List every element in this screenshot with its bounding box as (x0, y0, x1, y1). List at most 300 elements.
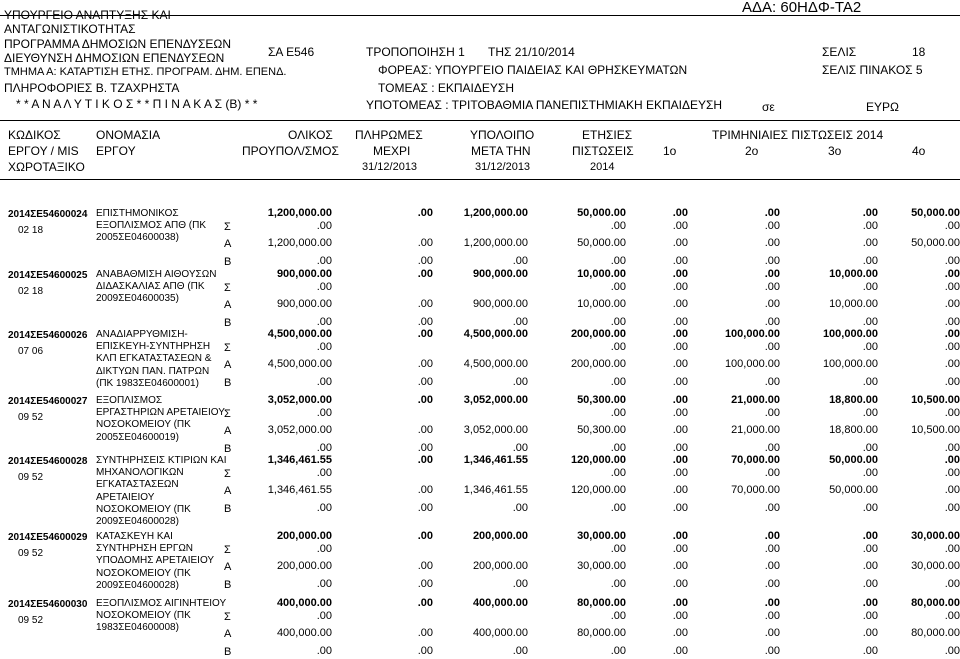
value-q3: .00 (862, 467, 878, 479)
entry-description (96, 208, 236, 245)
description-line: 2009ΣΕ04600028) (96, 516, 179, 528)
value-total: 1,200,000.00 (267, 207, 332, 219)
col-q3: 3ο (828, 144, 842, 158)
row-type-label: Σ (224, 221, 231, 233)
value-q2: .00 (764, 255, 780, 267)
value-rem: .00 (512, 316, 528, 328)
value-annual: 10,000.00 (577, 298, 626, 310)
value-q3: .00 (862, 645, 878, 657)
value-q3: .00 (862, 578, 878, 590)
value-q2: .00 (764, 467, 780, 479)
value-paid: .00 (417, 502, 433, 514)
value-q4: .00 (944, 255, 960, 267)
value-q4: .00 (944, 578, 960, 590)
value-q4: .00 (944, 316, 960, 328)
value-q1: .00 (672, 407, 688, 419)
value-annual: 50,300.00 (577, 394, 626, 406)
sa-code: ΣΑ Ε546 (268, 45, 315, 59)
value-paid: .00 (417, 627, 433, 639)
entry-description (96, 395, 236, 444)
value-rem: 200,000.00 (472, 560, 528, 572)
value-q4: 10,500.00 (911, 394, 960, 406)
value-q2: .00 (764, 627, 780, 639)
value-rem: 3,052,000.00 (463, 394, 528, 406)
table-entry (0, 394, 960, 454)
tropopoiisi: ΤΡΟΠΟΠΟΙΗΣΗ 1 (366, 45, 465, 59)
description-line: ΝΟΣΟΚΟΜΕΙΟΥ (ΠΚ (96, 567, 191, 579)
header-rule-bottom (0, 179, 960, 180)
value-q4: .00 (944, 467, 960, 479)
row-type-label: Β (224, 256, 232, 268)
value-q3: 50,000.00 (829, 454, 878, 466)
value-q1: .00 (672, 394, 688, 406)
row-type-label: Β (224, 503, 232, 515)
entry-code: 2014ΣΕ54600030 (8, 599, 88, 610)
entry-description (96, 455, 236, 528)
value-annual: .00 (610, 543, 626, 555)
org-line-3: ΠΡΟΓΡΑΜΜΑ ΔΗΜΟΣΙΩΝ ΕΠΕΝΔΥΣΕΩΝ (4, 37, 231, 51)
description-line: ΝΟΣΟΚΟΜΕΙΟΥ (ΠΚ (96, 610, 191, 622)
description-line: 2009ΣΕ04600028) (96, 579, 179, 591)
value-q2: .00 (764, 220, 780, 232)
value-annual: .00 (610, 407, 626, 419)
value-paid: .00 (417, 560, 433, 572)
value-total: .00 (316, 543, 332, 555)
value-total: .00 (316, 442, 332, 454)
value-annual: 80,000.00 (577, 597, 626, 609)
value-paid: .00 (417, 237, 433, 249)
value-q4: 80,000.00 (911, 627, 960, 639)
value-q4: .00 (944, 268, 960, 280)
value-rem: 1,200,000.00 (463, 207, 528, 219)
value-q3: .00 (862, 560, 878, 572)
value-q3: 100,000.00 (822, 328, 878, 340)
entry-code: 2014ΣΕ54600024 (8, 209, 88, 220)
value-total: .00 (316, 220, 332, 232)
value-q2: .00 (764, 341, 780, 353)
value-q4: .00 (944, 502, 960, 514)
row-type-label: Σ (224, 611, 231, 623)
value-annual: .00 (610, 578, 626, 590)
description-line: 2009ΣΕ04600035) (96, 293, 179, 305)
value-q4: .00 (944, 454, 960, 466)
value-annual: 10,000.00 (577, 268, 626, 280)
value-total: .00 (316, 376, 332, 388)
value-paid: .00 (417, 530, 433, 542)
org-line-5: ΤΜΗΜΑ Α: ΚΑΤΑΡΤΙΣΗ ΕΤΗΣ. ΠΡΟΓΡΑΜ. ΔΗΜ. ΕΠΕΝΔ. (4, 66, 287, 78)
value-q2: .00 (764, 560, 780, 572)
row-type-label: Β (224, 377, 232, 389)
description-line: 1983ΣΕ04600008) (96, 622, 179, 634)
value-q2: .00 (764, 237, 780, 249)
value-q1: .00 (672, 207, 688, 219)
description-line: ΕΠΙΣΤΗΜΟΝΙΚΟΣ (96, 208, 179, 219)
description-line: ΕΠΙΣΚΕΥΗ-ΣΥΝΤΗΡΗΣΗ (96, 341, 211, 353)
value-total: 4,500,000.00 (267, 358, 332, 370)
entry-code: 2014ΣΕ54600028 (8, 456, 88, 467)
value-q1: .00 (672, 255, 688, 267)
value-rem: .00 (512, 578, 528, 590)
description-line: ΣΥΝΤΗΡΗΣΗ ΕΡΓΩΝ (96, 543, 194, 555)
value-q3: 10,000.00 (829, 298, 878, 310)
col-xorotaxiko: ΧΩΡΟΤΑΞΙΚΟ (8, 160, 85, 174)
value-q3: .00 (862, 530, 878, 542)
value-annual: 200,000.00 (570, 328, 626, 340)
col-meta-tin: ΜΕΤΑ ΤΗΝ (471, 144, 531, 158)
value-paid: .00 (417, 316, 433, 328)
description-line: 2005ΣΕ04600038) (96, 232, 179, 244)
value-annual: 30,000.00 (577, 530, 626, 542)
value-annual: .00 (610, 645, 626, 657)
value-q4: .00 (944, 442, 960, 454)
value-q2: .00 (764, 645, 780, 657)
value-total: 400,000.00 (276, 627, 332, 639)
value-total: 200,000.00 (276, 530, 332, 542)
value-total: .00 (316, 578, 332, 590)
description-line: ΕΞΟΠΛΙΣΜΟΣ (96, 395, 163, 406)
description-line: ΑΝΑΒΑΘΜΙΣΗ ΑΙΘΟΥΣΩΝ (96, 269, 217, 280)
col-q4: 4ο (912, 144, 926, 158)
value-q4: .00 (944, 645, 960, 657)
value-annual: .00 (610, 502, 626, 514)
description-line: ΝΟΣΟΚΟΜΕΙΟΥ (ΠΚ (96, 419, 191, 431)
value-annual: .00 (610, 442, 626, 454)
value-q1: .00 (672, 645, 688, 657)
value-annual: .00 (610, 281, 626, 293)
value-q2: .00 (764, 502, 780, 514)
value-q1: .00 (672, 328, 688, 340)
description-line: ΚΑΤΑΣΚΕΥΗ ΚΑΙ (96, 531, 173, 542)
ada-code: ΑΔΑ: 60ΗΔΦ-ΤΑ2 (742, 0, 862, 16)
col-proupol: ΠΡΟΥΠΟΛ/ΣΜΟΣ (242, 144, 339, 158)
tropopoiisi-date: ΤΗΣ 21/10/2014 (488, 45, 575, 59)
entry-description (96, 329, 236, 390)
ypotomeas: ΥΠΟΤΟΜΕΑΣ : ΤΡΙΤΟΒΑΘΜΙΑ ΠΑΝΕΠΙΣΤΗΜΙΑΚΗ ΕΚΠΑΙΔΕΥΣΗ (366, 98, 723, 112)
entry-description (96, 598, 236, 635)
value-q3: .00 (862, 407, 878, 419)
row-type-label: Α (224, 628, 232, 640)
value-q3: .00 (862, 597, 878, 609)
entry-code: 2014ΣΕ54600025 (8, 270, 88, 281)
entry-code: 2014ΣΕ54600029 (8, 532, 88, 543)
foreas: ΦΟΡΕΑΣ: ΥΠΟΥΡΓΕΙΟ ΠΑΙΔΕΙΑΣ ΚΑΙ ΘΡΗΣΚΕΥΜΑΤΩΝ (378, 63, 688, 77)
value-q4: 10,500.00 (911, 424, 960, 436)
table-entry (0, 597, 960, 657)
value-q2: 70,000.00 (731, 484, 780, 496)
value-paid: .00 (417, 376, 433, 388)
value-rem: 900,000.00 (472, 268, 528, 280)
value-rem: 4,500,000.00 (463, 358, 528, 370)
value-q4: .00 (944, 328, 960, 340)
value-q1: .00 (672, 627, 688, 639)
row-type-label: Σ (224, 544, 231, 556)
value-q1: .00 (672, 484, 688, 496)
col-ypoloipo-date: 31/12/2013 (475, 161, 531, 173)
value-q2: .00 (764, 298, 780, 310)
unit-eyro: ΕΥΡΩ (866, 100, 899, 114)
value-annual: .00 (610, 610, 626, 622)
entry-description (96, 269, 236, 306)
value-annual: .00 (610, 341, 626, 353)
value-paid: .00 (417, 358, 433, 370)
row-type-label: Σ (224, 408, 231, 420)
value-q1: .00 (672, 237, 688, 249)
value-paid: .00 (417, 255, 433, 267)
description-line: ΔΙΔΑΣΚΑΛΙΑΣ ΑΠΘ (ΠΚ (96, 281, 205, 293)
value-q2: .00 (764, 597, 780, 609)
value-q4: 50,000.00 (911, 237, 960, 249)
value-rem: 3,052,000.00 (463, 424, 528, 436)
description-line: ΥΠΟΔΟΜΗΣ ΑΡΕΤΑΙΕΙΟΥ (96, 555, 215, 567)
entry-subcode: 02 18 (18, 286, 44, 297)
top-rule (0, 15, 960, 16)
entry-subcode: 02 18 (18, 225, 44, 236)
row-type-label: Β (224, 646, 232, 658)
entry-subcode: 09 52 (18, 548, 44, 559)
value-rem: 200,000.00 (472, 530, 528, 542)
value-q1: .00 (672, 560, 688, 572)
value-q3: 18,800.00 (829, 394, 878, 406)
value-q3: .00 (862, 502, 878, 514)
value-q1: .00 (672, 442, 688, 454)
row-type-label: Β (224, 317, 232, 329)
col-pliromes: ΠΛΗΡΩΜΕΣ (355, 128, 423, 142)
col-pistoseis: ΠΙΣΤΩΣΕΙΣ (572, 144, 634, 158)
description-line: (ΠΚ 1983ΣΕ04600001) (96, 377, 199, 389)
description-line: ΣΥΝΤΗΡΗΣΕΙΣ ΚΤΙΡΙΩΝ ΚΑΙ (96, 455, 227, 466)
value-total: .00 (316, 341, 332, 353)
value-paid: .00 (417, 597, 433, 609)
value-total: 3,052,000.00 (267, 424, 332, 436)
value-annual: 50,300.00 (577, 424, 626, 436)
value-rem: .00 (512, 645, 528, 657)
entry-subcode: 09 52 (18, 472, 44, 483)
value-paid: .00 (417, 645, 433, 657)
value-q2: .00 (764, 407, 780, 419)
description-line: 2005ΣΕ04600019) (96, 431, 179, 443)
value-q4: .00 (944, 376, 960, 388)
value-rem: 1,346,461.55 (463, 454, 528, 466)
value-q3: .00 (862, 341, 878, 353)
description-line: ΕΞΟΠΛΙΣΜΟΣ ΑΠΘ (ΠΚ (96, 220, 206, 232)
description-line: ΑΡΕΤΑΙΕΙΟΥ (96, 491, 155, 503)
row-type-label: Α (224, 485, 232, 497)
tomeas: ΤΟΜΕΑΣ : ΕΚΠΑΙΔΕΥΣΗ (378, 81, 514, 95)
row-type-label: Σ (224, 468, 231, 480)
value-total: 1,346,461.55 (267, 454, 332, 466)
value-total: .00 (316, 645, 332, 657)
value-q2: .00 (764, 578, 780, 590)
description-line: ΕΡΓΑΣΤΗΡΙΩΝ ΑΡΕΤΑΙΕΙΟΥ (96, 407, 225, 419)
table-entry (0, 268, 960, 328)
entry-subcode: 09 52 (18, 412, 44, 423)
value-q2: .00 (764, 543, 780, 555)
value-total: 4,500,000.00 (267, 328, 332, 340)
value-q1: .00 (672, 467, 688, 479)
value-q4: .00 (944, 298, 960, 310)
value-paid: .00 (417, 424, 433, 436)
value-total: .00 (316, 255, 332, 267)
value-total: .00 (316, 502, 332, 514)
value-paid: .00 (417, 484, 433, 496)
value-total: 1,346,461.55 (267, 484, 332, 496)
value-annual: 120,000.00 (570, 484, 626, 496)
value-rem: 400,000.00 (472, 597, 528, 609)
value-annual: 80,000.00 (577, 627, 626, 639)
value-rem: 400,000.00 (472, 627, 528, 639)
value-q3: .00 (862, 237, 878, 249)
unit-se: σε (762, 100, 775, 114)
value-q1: .00 (672, 341, 688, 353)
value-q3: 50,000.00 (829, 484, 878, 496)
table-entry (0, 207, 960, 267)
value-q3: .00 (862, 207, 878, 219)
col-etisies-year: 2014 (590, 161, 615, 173)
selis-pinakos: ΣΕΛΙΣ ΠΙΝΑΚΟΣ 5 (822, 63, 923, 77)
description-line: ΝΟΣΟΚΟΜΕΙΟΥ (ΠΚ (96, 503, 191, 515)
value-q1: .00 (672, 358, 688, 370)
value-q2: 70,000.00 (731, 454, 780, 466)
value-q2: 21,000.00 (731, 424, 780, 436)
col-ypoloipo: ΥΠΟΛΟΙΠΟ (470, 128, 535, 142)
value-q1: .00 (672, 281, 688, 293)
value-q4: 80,000.00 (911, 597, 960, 609)
value-rem: 4,500,000.00 (463, 328, 528, 340)
value-q4: .00 (944, 543, 960, 555)
value-q3: .00 (862, 610, 878, 622)
col-q1: 1ο (663, 144, 677, 158)
value-annual: .00 (610, 467, 626, 479)
col-ergou: ΕΡΓΟΥ (96, 144, 136, 158)
entry-description (96, 531, 236, 592)
entry-code: 2014ΣΕ54600026 (8, 330, 88, 341)
value-paid: .00 (417, 298, 433, 310)
row-type-label: Σ (224, 282, 231, 294)
value-paid: .00 (417, 207, 433, 219)
value-q4: .00 (944, 341, 960, 353)
value-q1: .00 (672, 316, 688, 328)
value-q3: .00 (862, 220, 878, 232)
value-annual: .00 (610, 376, 626, 388)
value-paid: .00 (417, 268, 433, 280)
value-q1: .00 (672, 578, 688, 590)
col-onomasia: ΟΝΟΜΑΣΙΑ (96, 128, 161, 142)
value-q1: .00 (672, 220, 688, 232)
analytic-title: * * Α Ν Α Λ Υ Τ Ι Κ Ο Σ * * Π Ι Ν Α Κ Α Σ (Β) * * (16, 97, 258, 111)
col-q2: 2ο (745, 144, 759, 158)
value-rem: 900,000.00 (472, 298, 528, 310)
row-type-label: Α (224, 359, 232, 371)
value-q2: .00 (764, 207, 780, 219)
value-rem: 1,346,461.55 (463, 484, 528, 496)
value-paid: .00 (417, 442, 433, 454)
value-q4: 50,000.00 (911, 207, 960, 219)
value-rem: 1,200,000.00 (463, 237, 528, 249)
col-triminiaies: ΤΡΙΜΗΝΙΑΙΕΣ ΠΙΣΤΩΣΕΙΣ 2014 (712, 128, 884, 142)
value-total: 900,000.00 (276, 298, 332, 310)
entry-code: 2014ΣΕ54600027 (8, 396, 88, 407)
value-total: 200,000.00 (276, 560, 332, 572)
description-line: ΑΝΑΔΙΑΡΡΥΘΜΙΣΗ- (96, 329, 188, 340)
value-q3: .00 (862, 255, 878, 267)
value-annual: 50,000.00 (577, 237, 626, 249)
value-q3: .00 (862, 627, 878, 639)
description-line: ΔΙΚΤΥΩΝ ΠΑΝ. ΠΑΤΡΩΝ (96, 365, 210, 377)
value-q3: .00 (862, 442, 878, 454)
col-mexri: ΜΕΧΡΙ (373, 144, 411, 158)
value-total: .00 (316, 610, 332, 622)
description-line: ΕΓΚΑΤΑΣΤΑΣΕΩΝ (96, 479, 179, 491)
row-type-label: Σ (224, 342, 231, 354)
value-q4: .00 (944, 220, 960, 232)
value-annual: .00 (610, 255, 626, 267)
value-q2: 21,000.00 (731, 394, 780, 406)
value-q4: 30,000.00 (911, 560, 960, 572)
value-q1: .00 (672, 543, 688, 555)
table-entry (0, 328, 960, 388)
value-rem: .00 (512, 442, 528, 454)
value-q2: .00 (764, 268, 780, 280)
value-q2: 100,000.00 (724, 358, 780, 370)
value-total: 3,052,000.00 (267, 394, 332, 406)
col-olikos: ΟΛΙΚΟΣ (288, 128, 333, 142)
selis-label: ΣΕΛΙΣ (822, 45, 857, 59)
value-total: .00 (316, 281, 332, 293)
org-line-4: ΔΙΕΥΘΥΝΣΗ ΔΗΜΟΣΙΩΝ ΕΠΕΝΔΥΣΕΩΝ (4, 51, 225, 65)
value-annual: 200,000.00 (570, 358, 626, 370)
value-q4: .00 (944, 358, 960, 370)
selis-value: 18 (912, 45, 926, 59)
value-annual: .00 (610, 220, 626, 232)
value-paid: .00 (417, 328, 433, 340)
value-q3: .00 (862, 281, 878, 293)
value-q2: .00 (764, 376, 780, 388)
row-type-label: Α (224, 425, 232, 437)
value-annual: .00 (610, 316, 626, 328)
value-total: 1,200,000.00 (267, 237, 332, 249)
value-q4: .00 (944, 281, 960, 293)
value-total: 900,000.00 (276, 268, 332, 280)
value-q4: .00 (944, 610, 960, 622)
value-q1: .00 (672, 424, 688, 436)
col-ergou-mis: ΕΡΓΟΥ / MIS (8, 144, 79, 158)
value-total: .00 (316, 467, 332, 479)
org-line-2: ΑΝΤΑΓΩΝΙΣΤΙΚΟΤΗΤΑΣ (4, 22, 136, 36)
row-type-label: Α (224, 238, 232, 250)
col-mexri-date: 31/12/2013 (362, 161, 418, 173)
value-paid: .00 (417, 578, 433, 590)
value-paid: .00 (417, 454, 433, 466)
value-q1: .00 (672, 597, 688, 609)
value-q4: .00 (944, 407, 960, 419)
value-q3: 10,000.00 (829, 268, 878, 280)
value-annual: 120,000.00 (570, 454, 626, 466)
value-q3: .00 (862, 316, 878, 328)
value-q3: .00 (862, 543, 878, 555)
value-q2: .00 (764, 281, 780, 293)
value-q1: .00 (672, 502, 688, 514)
value-q1: .00 (672, 530, 688, 542)
row-type-label: Β (224, 579, 232, 591)
value-q1: .00 (672, 298, 688, 310)
value-rem: .00 (512, 502, 528, 514)
org-line-6: ΠΛΗΡΟΦΟΡΙΕΣ Β. ΤΖΑΧΡΗΣΤΑ (4, 81, 180, 95)
table-entry (0, 530, 960, 590)
col-etisies: ΕΤΗΣΙΕΣ (582, 128, 633, 142)
description-line: ΚΛΠ ΕΓΚΑΤΑΣΤΑΣΕΩΝ & (96, 353, 212, 365)
value-q4: .00 (944, 484, 960, 496)
value-q3: 18,800.00 (829, 424, 878, 436)
